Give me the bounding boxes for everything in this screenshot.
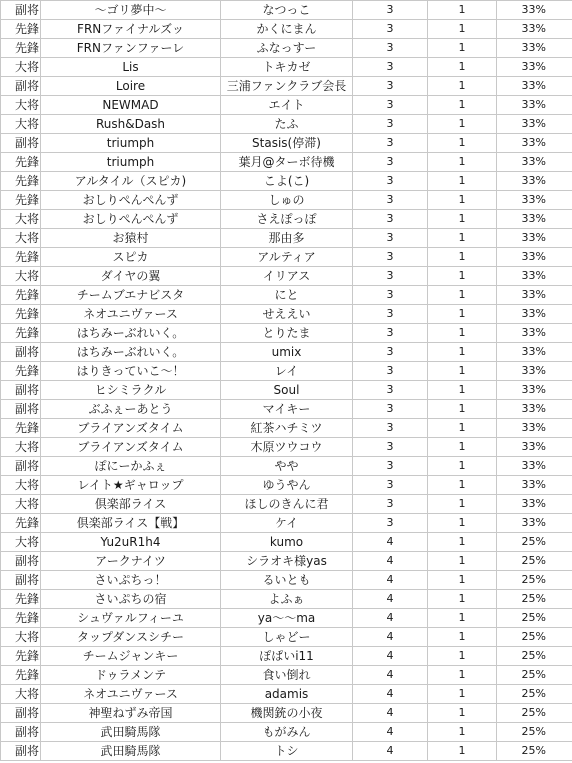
team-cell[interactable]: はちみーぶれいく。 [41, 324, 221, 343]
position-cell[interactable]: 先鋒 [1, 419, 41, 438]
team-cell[interactable]: お猿村 [41, 229, 221, 248]
count-cell[interactable]: 3 [353, 39, 428, 58]
count-cell[interactable]: 4 [353, 590, 428, 609]
count-cell[interactable]: 3 [353, 229, 428, 248]
rate-cell[interactable]: 25% [497, 742, 572, 761]
player-cell[interactable]: ケイ [221, 514, 353, 533]
wins-cell[interactable]: 1 [428, 343, 497, 362]
rate-cell[interactable]: 33% [497, 134, 572, 153]
position-cell[interactable]: 副将 [1, 134, 41, 153]
table-row [1, 723, 572, 742]
count-cell[interactable]: 4 [353, 647, 428, 666]
position-cell[interactable]: 大将 [1, 495, 41, 514]
table-row [1, 305, 572, 324]
team-cell[interactable]: 武田騎馬隊 [41, 742, 221, 761]
rate-cell[interactable]: 33% [497, 438, 572, 457]
player-cell[interactable]: ぽぱいi11 [221, 647, 353, 666]
rate-cell[interactable]: 33% [497, 343, 572, 362]
rate-cell[interactable]: 33% [497, 172, 572, 191]
count-cell[interactable]: 3 [353, 438, 428, 457]
position-cell[interactable]: 大将 [1, 210, 41, 229]
rate-cell[interactable]: 25% [497, 628, 572, 647]
team-cell[interactable]: FRNファイナルズッ [41, 20, 221, 39]
team-cell[interactable]: 武田騎馬隊 [41, 723, 221, 742]
count-cell[interactable]: 4 [353, 742, 428, 761]
wins-cell[interactable]: 1 [428, 267, 497, 286]
rate-cell[interactable]: 25% [497, 666, 572, 685]
table-row [1, 248, 572, 267]
team-cell[interactable]: Loire [41, 77, 221, 96]
wins-cell[interactable]: 1 [428, 552, 497, 571]
player-cell[interactable]: 食い倒れ [221, 666, 353, 685]
wins-cell[interactable]: 1 [428, 476, 497, 495]
rate-cell[interactable]: 33% [497, 210, 572, 229]
count-cell[interactable]: 3 [353, 267, 428, 286]
table-row [1, 704, 572, 723]
team-cell[interactable]: Rush&Dash [41, 115, 221, 134]
rate-cell[interactable]: 33% [497, 362, 572, 381]
team-cell[interactable]: おしりぺんぺんず [41, 191, 221, 210]
player-cell[interactable]: やや [221, 457, 353, 476]
count-cell[interactable]: 3 [353, 58, 428, 77]
rate-cell[interactable]: 33% [497, 248, 572, 267]
wins-cell[interactable]: 1 [428, 381, 497, 400]
table-row [1, 210, 572, 229]
count-cell[interactable]: 3 [353, 343, 428, 362]
table-row [1, 115, 572, 134]
wins-cell[interactable]: 1 [428, 210, 497, 229]
wins-cell[interactable]: 1 [428, 685, 497, 704]
team-cell[interactable]: ぽにーかふぇ [41, 457, 221, 476]
wins-cell[interactable]: 1 [428, 647, 497, 666]
position-cell[interactable]: 先鋒 [1, 191, 41, 210]
position-cell[interactable]: 副将 [1, 723, 41, 742]
rate-cell[interactable]: 25% [497, 723, 572, 742]
table-row [1, 400, 572, 419]
team-cell[interactable]: ブライアンズタイム [41, 419, 221, 438]
count-cell[interactable]: 3 [353, 77, 428, 96]
table-row [1, 153, 572, 172]
count-cell[interactable]: 3 [353, 381, 428, 400]
team-cell[interactable]: ネオユニヴァース [41, 305, 221, 324]
player-cell[interactable]: たふ [221, 115, 353, 134]
position-cell[interactable]: 先鋒 [1, 324, 41, 343]
position-cell[interactable]: 副将 [1, 400, 41, 419]
position-cell[interactable]: 副将 [1, 457, 41, 476]
table-row [1, 609, 572, 628]
wins-cell[interactable]: 1 [428, 362, 497, 381]
wins-cell[interactable]: 1 [428, 305, 497, 324]
count-cell[interactable]: 3 [353, 457, 428, 476]
wins-cell[interactable]: 1 [428, 609, 497, 628]
count-cell[interactable]: 3 [353, 20, 428, 39]
wins-cell[interactable]: 1 [428, 39, 497, 58]
position-cell[interactable]: 先鋒 [1, 362, 41, 381]
player-cell[interactable]: kumo [221, 533, 353, 552]
player-cell[interactable]: よふぁ [221, 590, 353, 609]
rate-cell[interactable]: 33% [497, 115, 572, 134]
wins-cell[interactable]: 1 [428, 153, 497, 172]
position-cell[interactable]: 大将 [1, 685, 41, 704]
team-cell[interactable]: タップダンスシチー [41, 628, 221, 647]
rate-cell[interactable]: 33% [497, 191, 572, 210]
player-cell[interactable]: イリアス [221, 267, 353, 286]
rate-cell[interactable]: 33% [497, 77, 572, 96]
wins-cell[interactable]: 1 [428, 96, 497, 115]
wins-cell[interactable]: 1 [428, 742, 497, 761]
position-cell[interactable]: 大将 [1, 115, 41, 134]
position-cell[interactable]: 先鋒 [1, 39, 41, 58]
team-cell[interactable]: ドゥラメンテ [41, 666, 221, 685]
table-row [1, 324, 572, 343]
table-row [1, 666, 572, 685]
count-cell[interactable]: 3 [353, 115, 428, 134]
rate-cell[interactable]: 33% [497, 324, 572, 343]
count-cell[interactable]: 3 [353, 191, 428, 210]
table-row [1, 172, 572, 191]
table-row [1, 191, 572, 210]
player-cell[interactable]: 三浦ファンクラブ会長 [221, 77, 353, 96]
count-cell[interactable]: 3 [353, 134, 428, 153]
count-cell[interactable]: 3 [353, 400, 428, 419]
team-cell[interactable]: シュヴァルフィーユ [41, 609, 221, 628]
rate-cell[interactable]: 33% [497, 400, 572, 419]
position-cell[interactable]: 大将 [1, 533, 41, 552]
player-cell[interactable]: ゆうやん [221, 476, 353, 495]
wins-cell[interactable]: 1 [428, 115, 497, 134]
team-cell[interactable]: さいぷちっ！ [41, 571, 221, 590]
team-cell[interactable]: ～ゴリ夢中～ [41, 1, 221, 20]
player-cell[interactable]: レイ [221, 362, 353, 381]
wins-cell[interactable]: 1 [428, 229, 497, 248]
team-cell[interactable]: レイト★ギャロップ [41, 476, 221, 495]
player-cell[interactable]: アルティア [221, 248, 353, 267]
position-cell[interactable]: 大将 [1, 229, 41, 248]
position-cell[interactable]: 先鋒 [1, 286, 41, 305]
table-row [1, 590, 572, 609]
count-cell[interactable]: 3 [353, 286, 428, 305]
table-row [1, 647, 572, 666]
rate-cell[interactable]: 33% [497, 58, 572, 77]
wins-cell[interactable]: 1 [428, 77, 497, 96]
table-row [1, 58, 572, 77]
rate-cell[interactable]: 25% [497, 533, 572, 552]
team-cell[interactable]: 倶楽部ライス [41, 495, 221, 514]
position-cell[interactable]: 先鋒 [1, 153, 41, 172]
table-row [1, 533, 572, 552]
player-cell[interactable]: 葉月@ターボ待機 [221, 153, 353, 172]
player-cell[interactable]: こよ(こ) [221, 172, 353, 191]
count-cell[interactable]: 3 [353, 172, 428, 191]
player-cell[interactable]: マイキー [221, 400, 353, 419]
rate-cell[interactable]: 33% [497, 305, 572, 324]
position-cell[interactable]: 副将 [1, 704, 41, 723]
table-row [1, 96, 572, 115]
player-cell[interactable]: 紅茶ハチミツ [221, 419, 353, 438]
position-cell[interactable]: 先鋒 [1, 248, 41, 267]
team-cell[interactable]: NEWMAD [41, 96, 221, 115]
wins-cell[interactable]: 1 [428, 533, 497, 552]
count-cell[interactable]: 4 [353, 571, 428, 590]
position-cell[interactable]: 大将 [1, 267, 41, 286]
team-cell[interactable]: ネオユニヴァース [41, 685, 221, 704]
position-cell[interactable]: 副将 [1, 381, 41, 400]
position-cell[interactable]: 副将 [1, 343, 41, 362]
position-cell[interactable]: 先鋒 [1, 666, 41, 685]
rate-cell[interactable]: 33% [497, 39, 572, 58]
rate-cell[interactable]: 33% [497, 381, 572, 400]
team-cell[interactable]: チームジャンキー [41, 647, 221, 666]
team-cell[interactable]: チームブエナビスタ [41, 286, 221, 305]
rate-cell[interactable]: 33% [497, 286, 572, 305]
table-row [1, 286, 572, 305]
player-cell[interactable]: adamis [221, 685, 353, 704]
rate-cell[interactable]: 33% [497, 457, 572, 476]
player-cell[interactable]: ほしのきんに君 [221, 495, 353, 514]
wins-cell[interactable]: 1 [428, 571, 497, 590]
wins-cell[interactable]: 1 [428, 666, 497, 685]
player-cell[interactable]: umix [221, 343, 353, 362]
rate-cell[interactable]: 33% [497, 419, 572, 438]
player-cell[interactable]: 機関銃の小夜 [221, 704, 353, 723]
rate-cell[interactable]: 25% [497, 552, 572, 571]
position-cell[interactable]: 先鋒 [1, 172, 41, 191]
count-cell[interactable]: 3 [353, 210, 428, 229]
position-cell[interactable]: 副将 [1, 742, 41, 761]
rate-cell[interactable]: 33% [497, 1, 572, 20]
team-cell[interactable]: FRNファンファーレ [41, 39, 221, 58]
table-row [1, 552, 572, 571]
count-cell[interactable]: 3 [353, 324, 428, 343]
rate-cell[interactable]: 25% [497, 571, 572, 590]
team-cell[interactable]: 倶楽部ライス【戦】 [41, 514, 221, 533]
position-cell[interactable]: 副将 [1, 571, 41, 590]
team-cell[interactable]: スピカ [41, 248, 221, 267]
rate-cell[interactable]: 25% [497, 647, 572, 666]
table-row [1, 571, 572, 590]
position-cell[interactable]: 副将 [1, 1, 41, 20]
rate-cell[interactable]: 25% [497, 590, 572, 609]
table-row [1, 495, 572, 514]
team-cell[interactable]: triumph [41, 153, 221, 172]
wins-cell[interactable]: 1 [428, 191, 497, 210]
count-cell[interactable]: 4 [353, 552, 428, 571]
count-cell[interactable]: 4 [353, 666, 428, 685]
team-cell[interactable]: おしりぺんぺんず [41, 210, 221, 229]
team-cell[interactable]: Lis [41, 58, 221, 77]
player-cell[interactable]: しゅの [221, 191, 353, 210]
player-cell[interactable]: トキカゼ [221, 58, 353, 77]
position-cell[interactable]: 副将 [1, 552, 41, 571]
player-cell[interactable]: とりたま [221, 324, 353, 343]
wins-cell[interactable]: 1 [428, 286, 497, 305]
table-row [1, 381, 572, 400]
player-cell[interactable]: るいとも [221, 571, 353, 590]
wins-cell[interactable]: 1 [428, 457, 497, 476]
table-row [1, 134, 572, 153]
rate-cell[interactable]: 33% [497, 229, 572, 248]
player-cell[interactable]: ふなっすー [221, 39, 353, 58]
wins-cell[interactable]: 1 [428, 438, 497, 457]
position-cell[interactable]: 先鋒 [1, 305, 41, 324]
rate-cell[interactable]: 33% [497, 153, 572, 172]
team-cell[interactable]: さいぷちの宿 [41, 590, 221, 609]
wins-cell[interactable]: 1 [428, 704, 497, 723]
team-cell[interactable]: Yu2uR1h4 [41, 533, 221, 552]
player-cell[interactable]: なつっこ [221, 1, 353, 20]
count-cell[interactable]: 4 [353, 533, 428, 552]
player-cell[interactable]: ya～～ma [221, 609, 353, 628]
table-row [1, 438, 572, 457]
count-cell[interactable]: 3 [353, 362, 428, 381]
count-cell[interactable]: 3 [353, 153, 428, 172]
wins-cell[interactable]: 1 [428, 400, 497, 419]
team-cell[interactable]: 神聖ねずみ帝国 [41, 704, 221, 723]
player-cell[interactable]: Stasis(停滞) [221, 134, 353, 153]
player-cell[interactable]: 那由多 [221, 229, 353, 248]
count-cell[interactable]: 3 [353, 1, 428, 20]
rate-cell[interactable]: 33% [497, 495, 572, 514]
table-row [1, 1, 572, 20]
table-row [1, 362, 572, 381]
position-cell[interactable]: 大将 [1, 58, 41, 77]
team-cell[interactable]: はちみーぶれいく。 [41, 343, 221, 362]
table-body [1, 1, 572, 761]
position-cell[interactable]: 先鋒 [1, 590, 41, 609]
count-cell[interactable]: 4 [353, 723, 428, 742]
table-row [1, 229, 572, 248]
wins-cell[interactable]: 1 [428, 514, 497, 533]
count-cell[interactable]: 3 [353, 96, 428, 115]
count-cell[interactable]: 4 [353, 609, 428, 628]
rate-cell[interactable]: 33% [497, 514, 572, 533]
wins-cell[interactable]: 1 [428, 20, 497, 39]
team-cell[interactable]: アルタイル（スピカ) [41, 172, 221, 191]
wins-cell[interactable]: 1 [428, 628, 497, 647]
team-cell[interactable]: triumph [41, 134, 221, 153]
table-row [1, 514, 572, 533]
position-cell[interactable]: 大将 [1, 628, 41, 647]
position-cell[interactable]: 大将 [1, 96, 41, 115]
count-cell[interactable]: 3 [353, 476, 428, 495]
count-cell[interactable]: 4 [353, 628, 428, 647]
wins-cell[interactable]: 1 [428, 419, 497, 438]
player-cell[interactable]: もがみん [221, 723, 353, 742]
player-cell[interactable]: かくにまん [221, 20, 353, 39]
rate-cell[interactable]: 33% [497, 20, 572, 39]
team-cell[interactable]: はりきっていこ～！ [41, 362, 221, 381]
rate-cell[interactable]: 25% [497, 685, 572, 704]
position-cell[interactable]: 先鋒 [1, 20, 41, 39]
table-row [1, 685, 572, 704]
count-cell[interactable]: 4 [353, 704, 428, 723]
table-row [1, 742, 572, 761]
player-cell[interactable]: エイト [221, 96, 353, 115]
table-row [1, 419, 572, 438]
rate-cell[interactable]: 33% [497, 267, 572, 286]
team-cell[interactable]: アークナイツ [41, 552, 221, 571]
table-row [1, 77, 572, 96]
wins-cell[interactable]: 1 [428, 590, 497, 609]
rate-cell[interactable]: 33% [497, 476, 572, 495]
wins-cell[interactable]: 1 [428, 495, 497, 514]
rate-cell[interactable]: 25% [497, 609, 572, 628]
player-cell[interactable]: にと [221, 286, 353, 305]
rate-cell[interactable]: 33% [497, 96, 572, 115]
player-cell[interactable]: せええい [221, 305, 353, 324]
position-cell[interactable]: 副将 [1, 77, 41, 96]
position-cell[interactable]: 先鋒 [1, 514, 41, 533]
team-cell[interactable]: ブライアンズタイム [41, 438, 221, 457]
count-cell[interactable]: 3 [353, 248, 428, 267]
count-cell[interactable]: 3 [353, 514, 428, 533]
player-cell[interactable]: さえぽっぽ [221, 210, 353, 229]
count-cell[interactable]: 4 [353, 685, 428, 704]
count-cell[interactable]: 3 [353, 419, 428, 438]
position-cell[interactable]: 先鋒 [1, 609, 41, 628]
player-cell[interactable]: Soul [221, 381, 353, 400]
player-cell[interactable]: 木原ツウコウ [221, 438, 353, 457]
table-row [1, 267, 572, 286]
player-cell[interactable]: シラオキ様yas [221, 552, 353, 571]
wins-cell[interactable]: 1 [428, 58, 497, 77]
wins-cell[interactable]: 1 [428, 172, 497, 191]
team-cell[interactable]: ダイヤの翼 [41, 267, 221, 286]
rate-cell[interactable]: 25% [497, 704, 572, 723]
wins-cell[interactable]: 1 [428, 324, 497, 343]
position-cell[interactable]: 大将 [1, 438, 41, 457]
count-cell[interactable]: 3 [353, 495, 428, 514]
count-cell[interactable]: 3 [353, 305, 428, 324]
team-cell[interactable]: ヒシミラクル [41, 381, 221, 400]
table-row [1, 20, 572, 39]
table-row [1, 343, 572, 362]
player-cell[interactable]: トシ [221, 742, 353, 761]
table-row [1, 476, 572, 495]
position-cell[interactable]: 先鋒 [1, 647, 41, 666]
team-cell[interactable]: ぶふぇーあとう [41, 400, 221, 419]
player-cell[interactable]: しゃどー [221, 628, 353, 647]
position-cell[interactable]: 大将 [1, 476, 41, 495]
table-row [1, 39, 572, 58]
wins-cell[interactable]: 1 [428, 134, 497, 153]
table-row [1, 628, 572, 647]
wins-cell[interactable]: 1 [428, 1, 497, 20]
wins-cell[interactable]: 1 [428, 723, 497, 742]
wins-cell[interactable]: 1 [428, 248, 497, 267]
table-row [1, 457, 572, 476]
